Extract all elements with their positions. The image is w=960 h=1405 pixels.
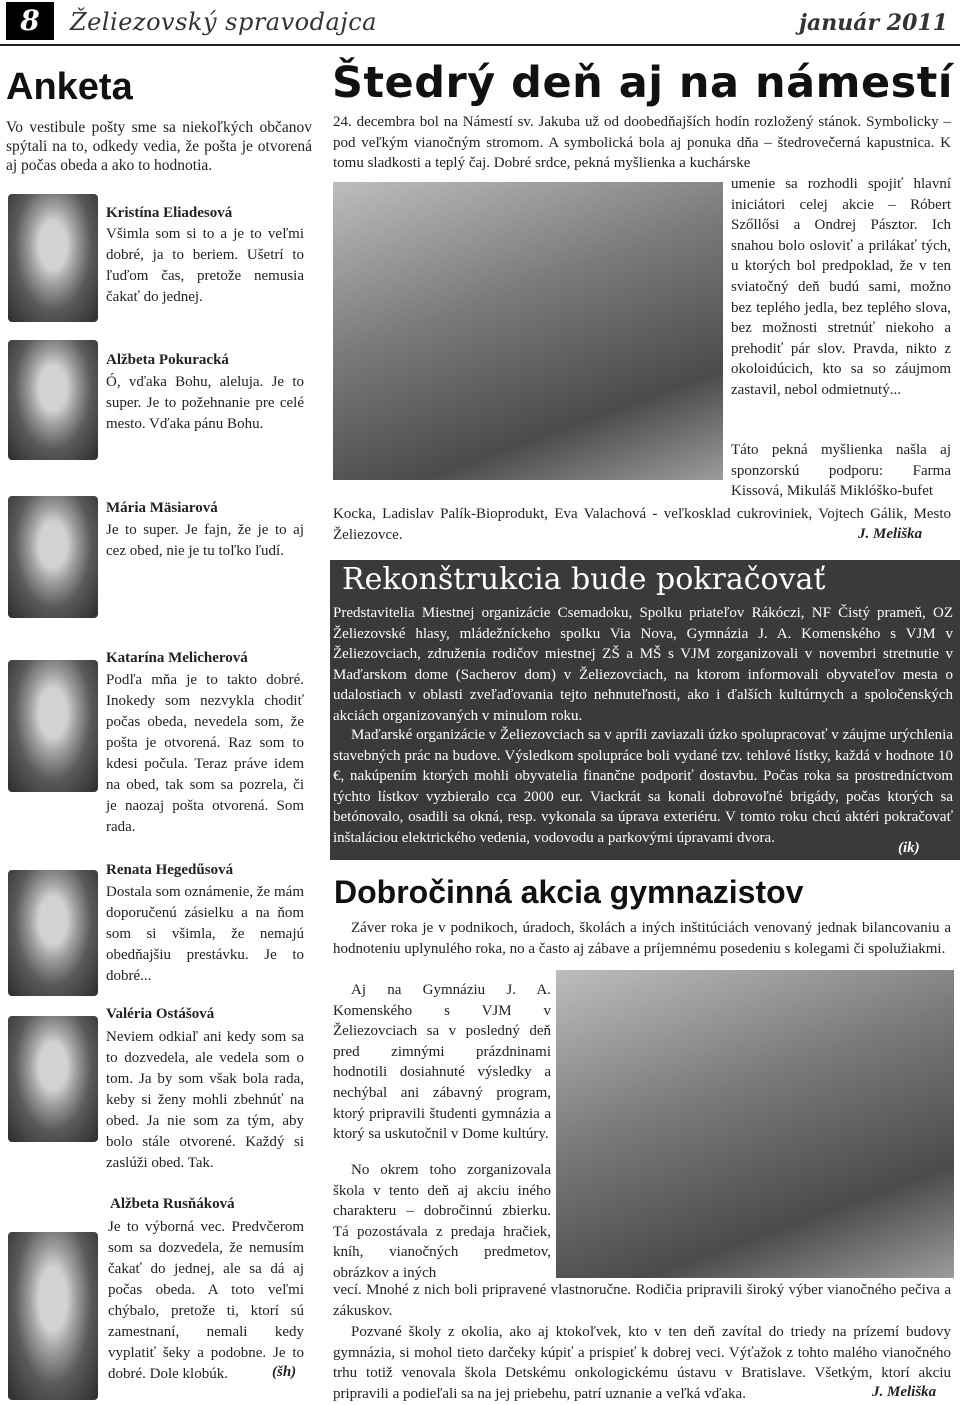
page-number: 8: [6, 2, 54, 40]
stedry-signature: J. Meliška: [858, 526, 923, 542]
dobrocinna-p3b: vecí. Mnohé z nich boli pripravené vlastnoručne. Rodičia pripravili široký výber vianočného pečiva a zákuskov.: [333, 1282, 951, 1319]
dobrocinna-p4: Pozvané školy z okolia, ako aj ktokoľvek, kto v ten deň zavítal do triedy na prízemí budovy gymnázia, si mohol tieto darčeky kúpiť a prispieť k dobrej veci. Výťažok z tohto malého vianočného trhu totiž venovala škola Detskému onkologickému ústavu v Bratislave. Všetkým, ktorí akciu pripravili a podieľali sa na jej priebehu, patrí uznanie a veľká vďaka.: [333, 1324, 951, 1402]
respondent-name-4: Katarína Melicherová: [106, 650, 248, 666]
respondent-quote-6: Neviem odkiaľ ani kedy som sa to dozvedela, ale vedela som o tom. Ja by som však bola rada, keby si ženy mohli zbehnúť na obed. Ja nie som za tým, aby bolo stále otvorené. Každý si zaslúži obed. Tak.: [106, 1029, 304, 1171]
respondent-name-5: Renata Hegedűsová: [106, 862, 234, 878]
dobrocinna-title: Dobročinná akcia gymnazistov: [334, 874, 804, 910]
header-divider: [0, 44, 960, 46]
respondent-photo-3: [8, 496, 98, 618]
stedry-lead: 24. decembra bol na Námestí sv. Jakuba už od doobedňajších hodín rozložený stánok. Symbolicky – pod veľkým vianočným stromom. A symbolická bola aj ponuka dňa – štedrovečerná kapustnica. K tomu sladkosti a teplý čaj. Dobré srdce, pekná myšlienka a kuchárske: [333, 114, 951, 172]
anketa-title: Anketa: [6, 66, 133, 108]
respondent-name-2: Alžbeta Pokuracká: [106, 352, 229, 368]
dobrocinna-p3: No okrem toho zorganizovala škola v tento deň aj akciu iného charakteru – dobročinnú zbierku. Tá pozostávala z predaja hračiek, kníh, vianočných predmetov, obrázkov a iných: [333, 1162, 551, 1281]
rekonstrukcia-signature: (ik): [898, 840, 920, 856]
rekonstrukcia-p1: Predstavitelia Miestnej organizácie Csemadoku, Spolku priateľov Rákóczi, NF Čistý prameň, OZ Želiezovské hlasy, mládežníckeho spolku Via Nova, Gymnázia J. A. Komenského s VJM v Želiezovciach, združenia rodičov miestnej ZŠ a MŠ s VJM zorganizovali v novembri stretnutie v Maďarskom dome (Sacherov dom) v Želiezovciach, na ktorom informovali obyvateľov mesta o udalostiach v oblasti zveľaďovania tejto nehnuteľnosti, ako i ďalších kultúrnych a spoločenských akciách organizovaných v minulom roku.: [333, 605, 953, 724]
market-stall-photo: [333, 182, 723, 480]
dobrocinna-p1: Záver roka je v podnikoch, úradoch, školách a iných inštitúciách venovaný jednak bilancovaniu a hodnoteniu uplynulého roka, no a často aj zábave a príjemnému posedeniu s kolegami či spolužiakmi.: [333, 920, 951, 957]
respondent-photo-4: [8, 660, 98, 792]
respondent-photo-7: [8, 1232, 98, 1400]
respondent-quote-2: Ó, vďaka Bohu, aleluja. Je to super. Je to požehnanie pre celé mesto. Vďaka pánu Bohu.: [106, 374, 304, 432]
stedry-end: Kocka, Ladislav Palík-Bioprodukt, Eva Valachová - veľkosklad cukroviniek, Vojtech Gálik, Mesto Želiezovce.: [333, 506, 951, 543]
respondent-photo-5: [8, 870, 98, 996]
respondent-quote-3: Je to super. Je fajn, že je to aj cez obed, nie je tu toľko ľudí.: [106, 522, 304, 559]
dobrocinna-signature: J. Meliška: [872, 1384, 937, 1400]
respondent-photo-6: [8, 1016, 98, 1142]
dobrocinna-p2: Aj na Gymnáziu J. A. Komenského s VJM v Želiezovciach sa v posledný deň pred zimnými prázdninami hodnotili dosiahnuté výsledky a nechýbal ani zábavný program, ktorý pripravili študenti gymnázia a ktorý sa uskutočnil v Dome kultúry.: [333, 982, 551, 1143]
stedry-side2: Táto pekná myšlienka našla aj sponzorskú podporu: Farma Kissová, Mikuláš Miklóško-bufet: [731, 442, 951, 500]
stedry-side: umenie sa rozhodli spojiť hlavní iniciátori celej akcie – Róbert Szőllősi a Ondrej Pásztor. Ich snahou bolo osloviť a prilákať tých, u ktorých bol predpoklad, že v ten sviatočný deň budú sami, možno bez teplého jedla, bez teplého slova, bez možnosti stretnúť niekoho a prehodiť pár slov. Pravda, nikto z okoloidúcich, kto sa so záujmom zastavil, nebol odmietnutý...: [731, 176, 951, 398]
rekonstrukcia-title: Rekonštrukcia bude pokračovať: [342, 562, 826, 597]
respondent-quote-4: Podľa mňa je to takto dobré. Inokedy som nezvykla chodiť počas obeda, nevedela som, že pošta je otvorená. Raz som to kdesi počula. Teraz práve idem na obed, tak som sa pozrela, či je naozaj pošta otvorená. Som rada.: [106, 672, 304, 835]
issue-date: január 2011: [799, 10, 948, 36]
respondent-photo-1: [8, 194, 98, 322]
respondent-quote-1: Všimla som si to a je to veľmi dobré, ja to beriem. Ušetrí to ľuďom čas, pretože nemusia čakať do jednej.: [106, 226, 304, 305]
respondent-name-7: Alžbeta Rusňáková: [110, 1196, 235, 1212]
respondent-quote-7: Je to výborná vec. Predvčerom som sa dozvedela, že nemusím čakať do jednej, ale sa dá aj počas obeda. A toto veľmi chýbalo, pretože ti, ktorí sú zamestnaní, nemali kedy vyplatiť šeky a podobne. Je to dobré. Dole klobúk.: [108, 1219, 304, 1382]
respondent-quote-5: Dostala som oznámenie, že mám doporučenú zásielku a na ňom som si všimla, že nemajú obedňajšiu prestávku. Je to dobré...: [106, 884, 304, 984]
respondent-name-1: Kristína Eliadesová: [106, 205, 233, 221]
newspaper-name: Želiezovský spravodajca: [70, 8, 377, 36]
stedry-title: Štedrý deň aj na námestí: [332, 58, 954, 108]
rekonstrukcia-p2: Maďarské organizácie v Želiezovciach sa v apríli zaviazali úzko spolupracovať v záujme urýchlenia stavebných prác na budove. Výsledkom spolupráce boli vydané tzv. tehlové lístky, každá v hodnote 10 €, nakúpením ktorých mohli obyvatelia finančne podporiť dostavbu. Počas roka sa prostredníctvom týchto lístkov vyzbieralo cca 2000 eur. Viackrát sa konali dobrovoľné brigády, počas ktorých sa betónovalo, osadili sa okná, resp. vykonala sa úprava exteriéru. V tomto roku chcú aktéri pokračovať inštaláciou elektrického vedenia, vodovodu a parkovými úpravami dvora.: [333, 727, 953, 846]
anketa-intro: Vo vestibule pošty sme sa niekoľkých občanov spýtali na to, odkedy vedia, že pošta je otvorená aj počas obeda a ako to hodnotia.: [6, 119, 312, 174]
respondent-name-3: Mária Mäsiarová: [106, 500, 218, 516]
respondent-name-6: Valéria Ostášová: [106, 1006, 215, 1022]
students-photo: [556, 970, 954, 1278]
anketa-signature: (šh): [272, 1364, 297, 1380]
respondent-photo-2: [8, 340, 98, 460]
